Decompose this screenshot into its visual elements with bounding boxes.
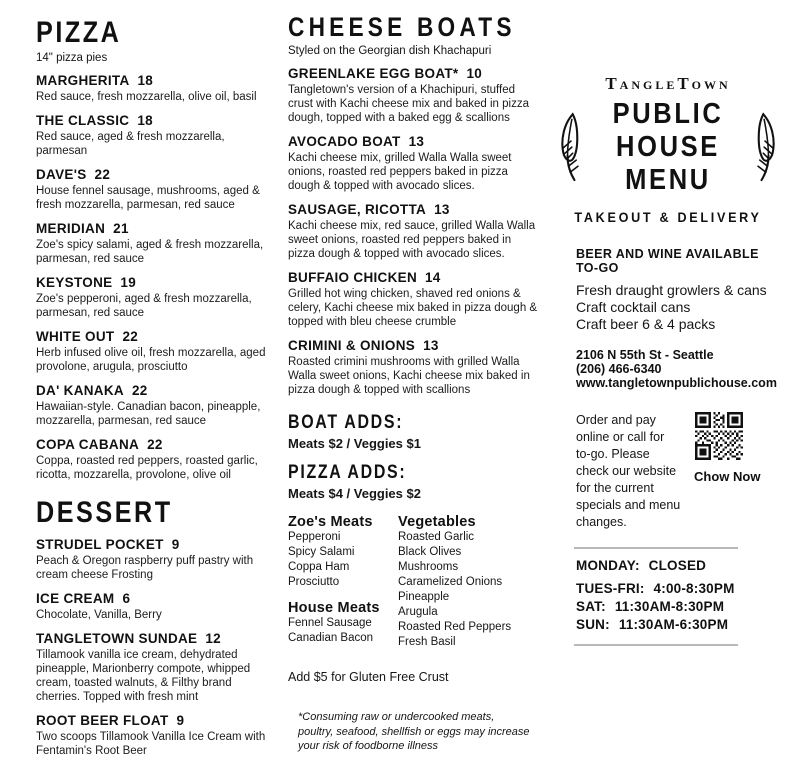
item-name: KEYSTONE	[36, 275, 113, 291]
brand-title-line3: MENU	[625, 164, 711, 196]
website-url: www.tangletownpublichouse.com	[576, 376, 777, 390]
item-description: Zoe's pepperoni, aged & fresh mozzarella, parmesan, red sauce	[36, 293, 252, 320]
topping-item: Prosciutto	[288, 576, 340, 589]
hours-divider-top	[574, 547, 738, 549]
hours-row	[576, 580, 778, 598]
item-price: 22	[147, 437, 163, 453]
hours-time: 11:30AM-6:30PM	[618, 617, 729, 632]
item-price: 22	[131, 383, 148, 399]
right-column	[558, 74, 778, 646]
contact-block	[576, 348, 778, 390]
pizza-section-subtitle: 14" pizza pies	[36, 52, 108, 64]
brand-title-line2: HOUSE	[616, 131, 720, 163]
item-name: DA' KANAKA	[36, 383, 124, 399]
toppings-lists	[288, 514, 540, 660]
item-name: AVOCADO BOAT	[288, 134, 401, 150]
brand-tagline: TAKEOUT & DELIVERY	[574, 209, 762, 225]
item-price: 13	[423, 338, 439, 354]
cheese-boats-section	[288, 14, 540, 397]
menu-item	[36, 275, 274, 320]
topping-item: Fennel Sausage	[288, 616, 372, 629]
item-description: Hawaiian-style. Canadian bacon, pineapple, mozzarella, parmesan, red sauce	[36, 401, 261, 428]
menu-item	[36, 167, 274, 212]
item-price: 10	[466, 66, 483, 81]
item-description: Tillamook vanilla ice cream, dehydrated pineapple, Marionberry compote, whipped cream, toasted walnuts, & Filthy brand cherries. Topped with fresh mint	[36, 649, 251, 704]
item-description: Coppa, roasted red peppers, roasted garlic, ricotta, mozzarella, provolone, olive oil	[36, 455, 258, 482]
beer-wine-list	[576, 282, 778, 333]
item-name: THE CLASSIC	[36, 113, 130, 129]
cheese-boats-subtitle: Styled on the Georgian dish Khachapuri	[288, 45, 492, 57]
topping-item: Black Olives	[398, 546, 462, 559]
hours-day: MONDAY:	[576, 558, 640, 573]
house-meats-title: House Meats	[288, 599, 380, 616]
topping-item: Roasted Garlic	[398, 531, 475, 544]
topping-item: Coppa Ham	[288, 561, 350, 574]
hours-day: TUES-FRI:	[576, 581, 645, 596]
pizza-adds-pricing: Meats $4 / Veggies $2	[288, 486, 421, 502]
item-price: 6	[122, 591, 131, 607]
menu-item	[288, 202, 540, 261]
feather-left-icon	[558, 106, 584, 190]
item-description: Red sauce, aged & fresh mozzarella, parmesan	[36, 131, 225, 158]
topping-item: Caramelized Onions	[398, 576, 503, 589]
boat-adds-pricing: Meats $2 / Veggies $1	[288, 436, 421, 452]
hours-row	[576, 557, 778, 575]
item-description: Peach & Oregon raspberry puff pastry with cream cheese Frosting	[36, 555, 254, 582]
order-info	[576, 412, 778, 531]
item-price: 14	[425, 270, 441, 286]
topping-item: Roasted Red Peppers	[398, 620, 512, 633]
phone-number: (206) 466-6340	[576, 362, 662, 376]
topping-item: Fresh Basil	[398, 635, 456, 648]
topping-item: Mushrooms	[398, 561, 459, 574]
feather-right-icon	[752, 106, 778, 190]
item-name: ICE CREAM	[36, 591, 115, 607]
hours-block	[576, 557, 778, 634]
menu-item	[36, 73, 274, 104]
hours-time: 4:00-8:30PM	[653, 581, 735, 596]
item-price: 19	[120, 275, 137, 291]
item-name: GREENLAKE EGG BOAT*	[288, 66, 459, 81]
house-meats-group	[288, 600, 398, 646]
item-description: House fennel sausage, mushrooms, aged & fresh mozzarella, parmesan, red sauce	[36, 185, 260, 212]
item-name: MARGHERITA	[36, 73, 130, 88]
hours-row	[576, 598, 778, 616]
menu-item	[288, 66, 540, 125]
boat-adds-section	[288, 413, 540, 451]
chow-now-qr-code	[695, 412, 743, 460]
item-price: 9	[171, 537, 180, 553]
vegetables-group	[398, 514, 540, 650]
item-description: Zoe's spicy salami, aged & fresh mozzarella, parmesan, red sauce	[36, 239, 264, 266]
cheese-boats-section-title: CHEESE BOATS	[288, 12, 516, 42]
brand-logo	[558, 98, 778, 197]
item-price: 18	[137, 113, 153, 129]
item-price: 9	[176, 713, 185, 729]
dessert-section-title: DESSERT	[36, 496, 173, 530]
item-description: Roasted crimini mushrooms with grilled Walla Walla sweet onions, Kachi cheese mix baked in pizza dough & topped with scallions	[288, 356, 530, 397]
menu-item	[36, 329, 274, 374]
item-name: STRUDEL POCKET	[36, 537, 164, 553]
zoes-meats-title: Zoe's Meats	[288, 514, 373, 531]
item-description: Kachi cheese mix, red sauce, grilled Walla Walla sweet onions, roasted red peppers baked in pizza dough & topped with avocado slices.	[288, 220, 536, 261]
topping-item: Pineapple	[398, 590, 450, 603]
pizza-section	[36, 18, 274, 482]
pizza-adds-section	[288, 463, 540, 501]
menu-item	[36, 537, 274, 582]
pizza-adds-title: PIZZA ADDS:	[288, 462, 407, 484]
pizza-section-title: PIZZA	[36, 16, 122, 49]
menu-item	[36, 437, 274, 482]
menu-item	[36, 383, 274, 428]
beer-wine-header: BEER AND WINE AVAILABLE TO-GO	[576, 247, 759, 275]
zoes-meats-group	[288, 514, 398, 590]
hours-row	[576, 616, 778, 634]
menu-item	[36, 631, 274, 704]
consumption-disclaimer: *Consuming raw or undercooked meats, poultry, seafood, shellfish or eggs may increase your risk of foodborne illness	[298, 710, 530, 753]
item-name: SAUSAGE, RICOTTA	[288, 202, 427, 218]
menu-item	[36, 221, 274, 266]
hours-day: SAT:	[576, 599, 606, 614]
item-name: TANGLETOWN SUNDAE	[36, 631, 198, 647]
item-price: 13	[408, 134, 425, 150]
item-description: Kachi cheese mix, grilled Walla Walla sweet onions, roasted red peppers baked in pizza dough & topped with avocado slices.	[288, 152, 512, 193]
item-name: MERIDIAN	[36, 221, 106, 237]
menu-item	[288, 134, 540, 193]
beer-wine-line: Craft beer 6 & 4 packs	[576, 316, 716, 332]
item-description: Tangletown's version of a Khachipuri, stuffed crust with Kachi cheese mix and baked in pizza dough, topped with a baked egg & scallions	[288, 84, 529, 125]
topping-item: Spicy Salami	[288, 546, 355, 559]
item-name: WHITE OUT	[36, 329, 115, 345]
item-description: Chocolate, Vanilla, Berry	[36, 609, 162, 622]
left-column	[36, 18, 274, 758]
hours-divider-bottom	[574, 644, 738, 646]
item-description: Red sauce, fresh mozzarella, olive oil, basil	[36, 91, 257, 103]
item-name: BUFFAIO CHICKEN	[288, 270, 417, 286]
hours-time: 11:30AM-8:30PM	[614, 599, 725, 614]
hours-time: CLOSED	[648, 558, 707, 573]
item-description: Two scoops Tillamook Vanilla Ice Cream with Fentamin's Root Beer	[36, 731, 266, 758]
street-address: 2106 N 55th St - Seattle	[576, 348, 714, 362]
item-price: 22	[122, 329, 139, 345]
item-price: 12	[205, 631, 221, 647]
item-price: 13	[434, 202, 450, 218]
boat-adds-title: BOAT ADDS:	[288, 412, 404, 434]
item-description: Herb infused olive oil, fresh mozzarella, aged provolone, arugula, prosciutto	[36, 347, 266, 374]
vegetables-title: Vegetables	[398, 514, 476, 531]
beer-wine-line: Craft cocktail cans	[576, 299, 691, 315]
order-note: Order and pay online or call for to-go. Please check our website for the current specials and menu changes.	[576, 413, 681, 529]
topping-item: Pepperoni	[288, 531, 341, 544]
menu-item	[36, 591, 274, 622]
item-price: 18	[137, 73, 154, 88]
item-name: DAVE'S	[36, 167, 87, 183]
menu-item	[36, 713, 274, 758]
menu-item	[288, 270, 540, 329]
menu-item	[288, 338, 540, 397]
item-price: 22	[94, 167, 111, 183]
dessert-section	[36, 498, 274, 758]
beer-wine-line: Fresh draught growlers & cans	[576, 282, 767, 298]
topping-item: Arugula	[398, 605, 438, 618]
item-name: CRIMINI & ONIONS	[288, 338, 416, 354]
item-name: COPA CABANA	[36, 437, 140, 453]
item-description: Grilled hot wing chicken, shaved red onions & celery, Kachi cheese mix baked in pizza dough & topped with bleu cheese crumble	[288, 288, 538, 329]
topping-item: Canadian Bacon	[288, 631, 374, 644]
middle-column	[288, 14, 540, 754]
hours-day: SUN:	[576, 617, 610, 632]
brand-title-line1: PUBLIC	[612, 98, 724, 130]
qr-code-label: Chow Now	[694, 469, 761, 484]
item-name: ROOT BEER FLOAT	[36, 713, 169, 729]
tangletown-wordmark: TangleTown	[605, 74, 731, 93]
item-price: 21	[113, 221, 129, 237]
gluten-free-note: Add $5 for Gluten Free Crust	[288, 669, 449, 684]
menu-item	[36, 113, 274, 158]
